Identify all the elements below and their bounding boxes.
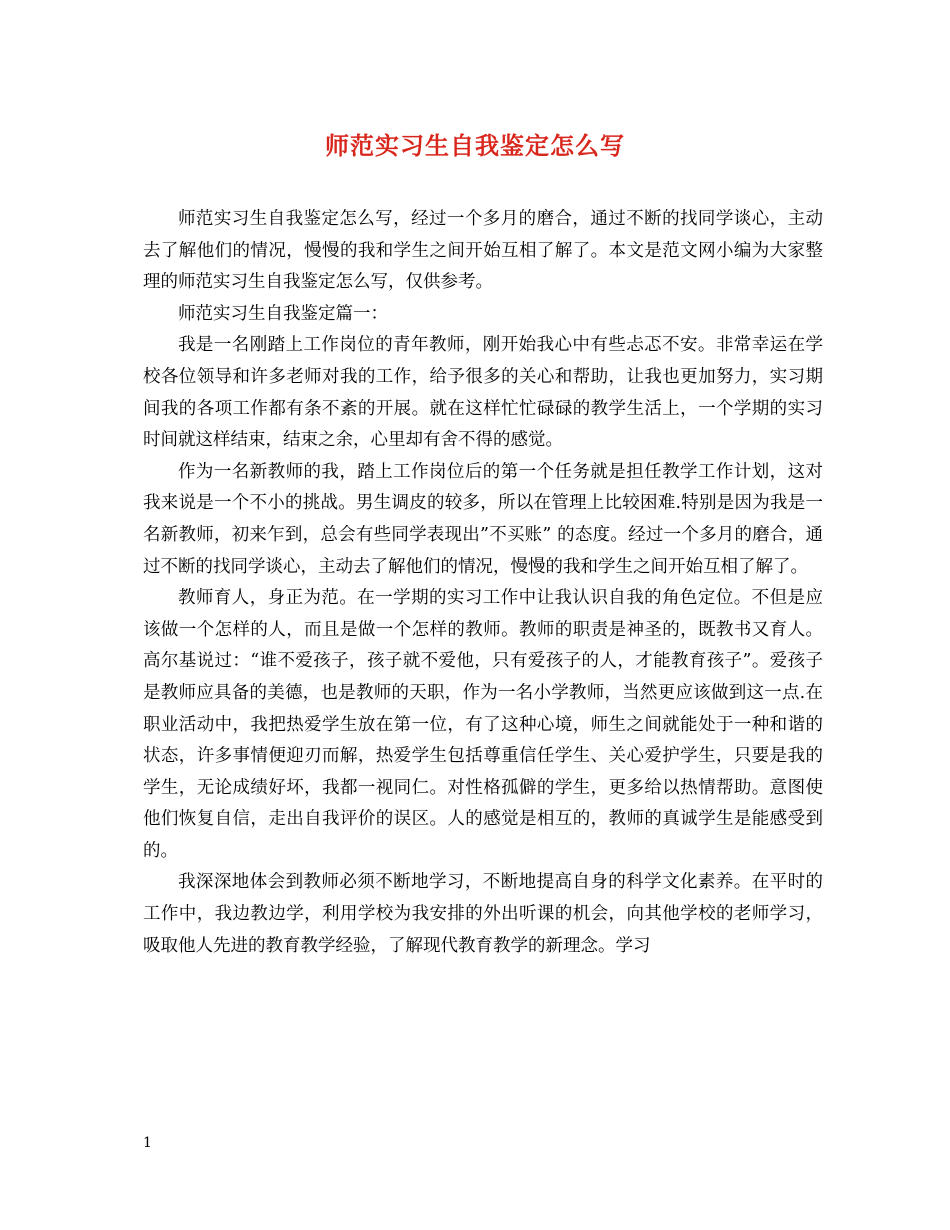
paragraph-section-heading: 师范实习生自我鉴定篇一： xyxy=(178,303,388,324)
page-number: 1 xyxy=(143,1135,152,1151)
paragraph-body: 我是一名刚踏上工作岗位的青年教师，刚开始我心中有些忐忑不安。非常幸运在学校各位领导和许多老师对我的工作，给予很多的关心和帮助，让我也更加努力，实习期间我的各项工作都有条不紊的开展。就在这样忙忙碌碌的教学生活上，一个学期的实习时间就这样结束，结束之余，心里却有舍不得的感觉。 xyxy=(143,335,823,451)
paragraph-body: 我深深地体会到教师必须不断地学习，不断地提高自身的科学文化素养。在平时的工作中，我边教边学，利用学校为我安排的外出听课的机会，向其他学校的老师学习，吸取他人先进的教育教学经验，了解现代教育教学的新理念。学习 xyxy=(143,872,823,956)
document-body xyxy=(143,204,823,962)
paragraph-intro: 师范实习生自我鉴定怎么写，经过一个多月的磨合，通过不断的找同学谈心，主动去了解他们的情况，慢慢的我和学生之间开始互相了解了。本文是范文网小编为大家整理的师范实习生自我鉴定怎么写，仅供参考。 xyxy=(143,209,823,293)
paragraph-body: 教师育人，身正为范。在一学期的实习工作中让我认识自我的角色定位。不但是应该做一个怎样的人，而且是做一个怎样的教师。教师的职责是神圣的，既教书又育人。高尔基说过：“谁不爱孩子，孩子就不爱他，只有爱孩子的人，才能教育孩子”。爱孩子是教师应具备的美德，也是教师的天职，作为一名小学教师，当然更应该做到这一点.在职业活动中，我把热爱学生放在第一位，有了这种心境，师生之间就能处于一种和谐的状态，许多事情便迎刃而解，热爱学生包括尊重信任学生、关心爱护学生，只要是我的学生，无论成绩好坏，我都一视同仁。对性格孤僻的学生，更多给以热情帮助。意图使他们恢复自信，走出自我评价的误区。人的感觉是相互的，教师的真诚学生是能感受到的。 xyxy=(143,588,823,861)
document-title: 师范实习生自我鉴定怎么写 xyxy=(325,131,625,160)
paragraph-body: 作为一名新教师的我，踏上工作岗位后的第一个任务就是担任教学工作计划，这对我来说是一个不小的挑战。男生调皮的较多，所以在管理上比较困难.特别是因为我是一名新教师，初来乍到，总会有些同学表现出”不买账” 的态度。经过一个多月的磨合，通过不断的找同学谈心，主动去了解他们的情况，慢慢的我和学生之间开始互相了解了。 xyxy=(143,461,823,577)
